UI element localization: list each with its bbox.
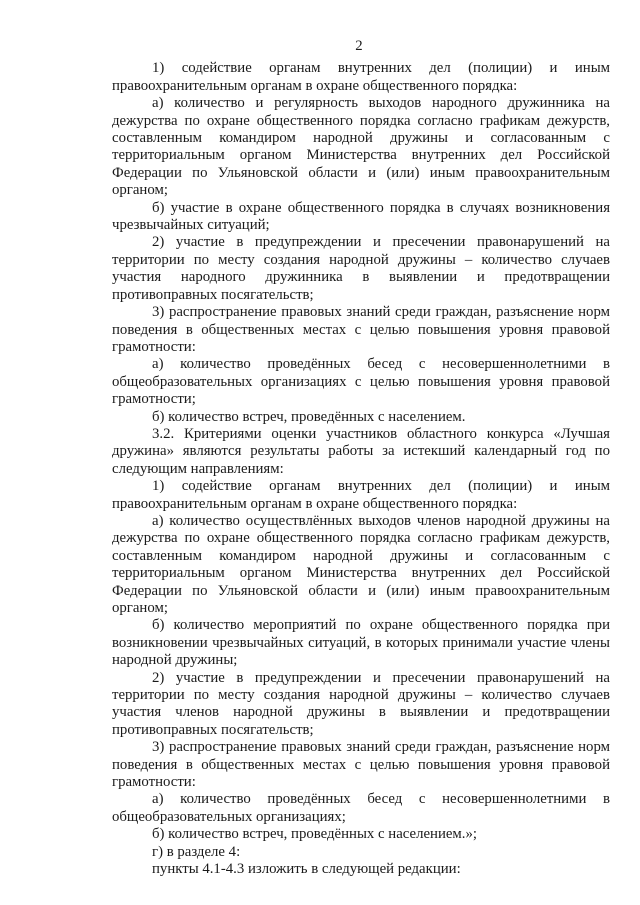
paragraph-1a-patrol-count: а) количество и регулярность выходов народного дружинника на дежурства по охране общественного порядка согласно графикам дежурств, составленным командиром народной дружины и согласованным с территориальным органом Министерства внутренних дел Российской Федерации по Ульяновской области и (или) иным правоохранительным органом; <box>112 95 610 199</box>
paragraph-3b-meetings: б) количество встреч, проведённых с населением. <box>152 408 466 425</box>
paragraph-2-prevention-2: 2) участие в предупреждении и пресечении правонарушений на территории по месту создания народной дружины – количество случаев участия членов народной дружины в выявлении и предотвращении противоправных посягательств; <box>112 669 610 738</box>
page-number: 2 <box>355 38 363 54</box>
paragraph-3a-talks: а) количество проведённых бесед с несовершеннолетними в общеобразовательных организациях с целью повышения уровня правовой грамотности; <box>112 356 610 408</box>
paragraph-1-support-police-2: 1) содействие органам внутренних дел (полиции) и иным правоохранительным органам в охране общественного порядка: <box>112 478 610 512</box>
paragraph-g-section-4: г) в разделе 4: <box>152 843 241 860</box>
paragraph-points-4-1-4-3: пункты 4.1-4.3 изложить в следующей редакции: <box>152 861 461 878</box>
paragraph-3-legal-knowledge: 3) распространение правовых знаний среди граждан, разъяснение норм поведения в общественных местах с целью повышения уровня правовой грамотности: <box>112 304 610 355</box>
paragraph-3a-talks-2: а) количество проведённых бесед с несовершеннолетними в общеобразовательных организациях; <box>112 791 610 825</box>
paragraph-1-support-police: 1) содействие органам внутренних дел (полиции) и иным правоохранительным органам в охране общественного порядка: <box>112 60 610 94</box>
paragraph-3-2-criteria: 3.2. Критериями оценки участников областного конкурса «Лучшая дружина» являются результаты работы за истекший календарный год по следующим направлениям: <box>112 425 610 477</box>
paragraph-3b-meetings-2: б) количество встреч, проведённых с населением.»; <box>152 826 478 843</box>
paragraph-1b-emergency-2: б) количество мероприятий по охране общественного порядка при возникновении чрезвычайных ситуаций, в которых принимали участие члены народной дружины; <box>112 617 610 669</box>
paragraph-3-legal-knowledge-2: 3) распространение правовых знаний среди граждан, разъяснение норм поведения в общественных местах с целью повышения уровня правовой грамотности: <box>112 739 610 791</box>
paragraph-1a-patrol-count-2: а) количество осуществлённых выходов членов народной дружины на дежурства по охране общественного порядка согласно графикам дежурств, составленным командиром народной дружины и согласованным с территориальным органом Министерства внутренних дел Российской Федерации по Ульяновской области и (или) иным правоохранительным органом; <box>112 512 610 616</box>
paragraph-1b-emergency: б) участие в охране общественного порядка в случаях возникновения чрезвычайных ситуаций; <box>112 199 610 234</box>
paragraph-2-prevention: 2) участие в предупреждении и пресечении правонарушений на территории по месту создания народной дружины – количество случаев участия народного дружинника в выявлении и предотвращении противоправных посягательств; <box>112 234 610 303</box>
